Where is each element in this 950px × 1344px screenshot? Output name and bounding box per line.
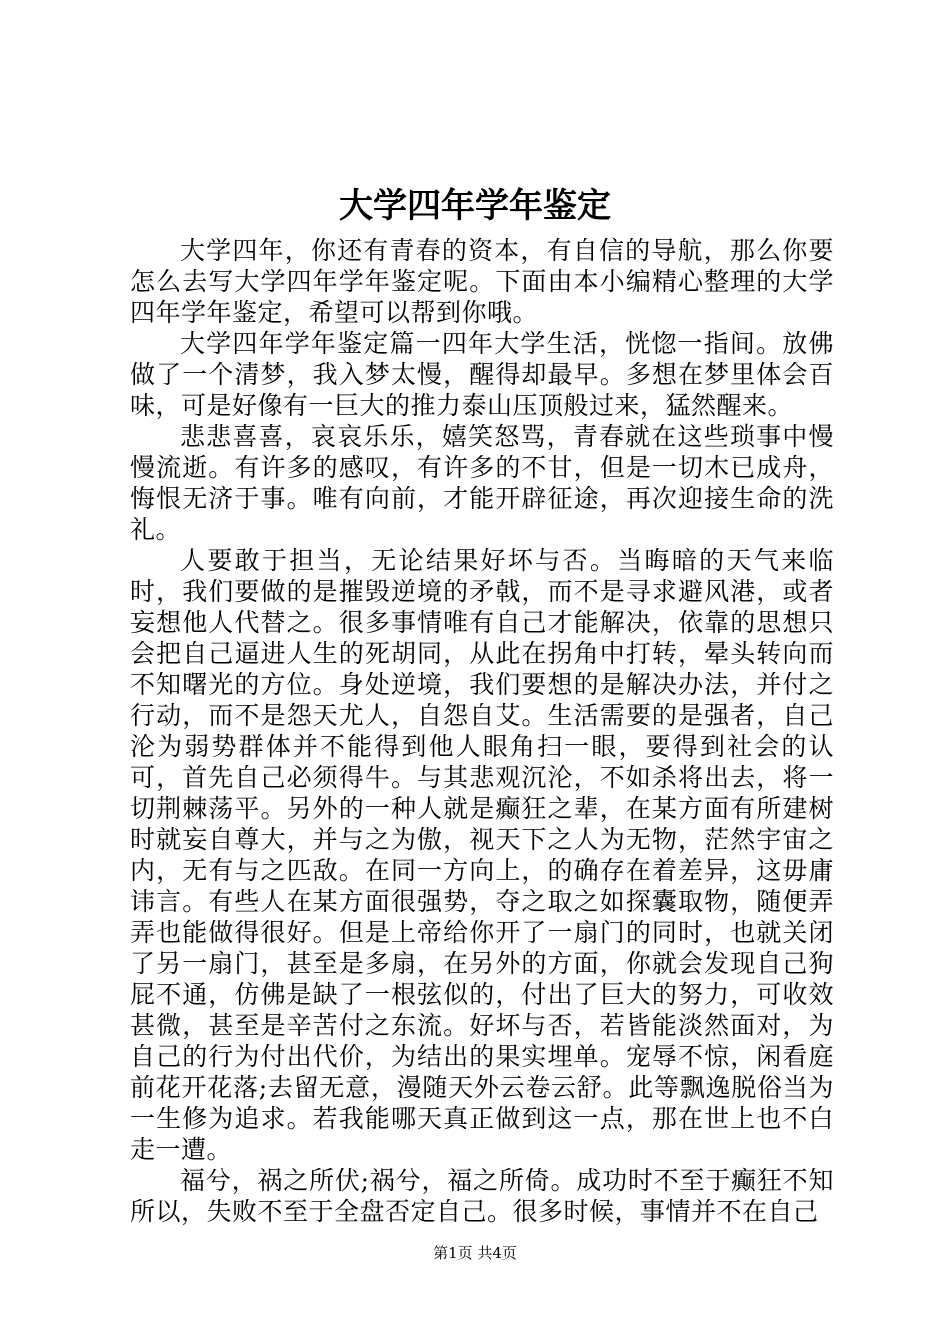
page-number-footer: 第1页 共4页 [433,1244,517,1262]
document-body [130,235,834,1227]
paragraph-4: 人要敢于担当，无论结果好坏与否。当晦暗的天气来临时，我们要做的是摧毁逆境的矛戟，而不是寻求避风港，或者妄想他人代替之。很多事情唯有自己才能解决，依靠的思想只会把自己逼进人生的死胡同，从此在拐角中打转，晕头转向而不知曙光的方位。身处逆境，我们要想的是解决办法，并付之行动，而不是怨天尤人，自怨自艾。生活需要的是强者，自己沦为弱势群体并不能得到他人眼角扫一眼，要得到社会的认可，首先自己必须得牛。与其悲观沉沦，不如杀将出去，将一切荆棘荡平。另外的一种人就是癫狂之辈，在某方面有所建树时就妄自尊大，并与之为傲，视天下之人为无物，茫然宇宙之内，无有与之匹敌。在同一方向上，的确存在着差异，这毋庸讳言。有些人在某方面很强势，夺之取之如探囊取物，随便弄弄也能做得很好。但是上帝给你开了一扇门的同时，也就关闭了另一扇门，甚至是多扇，在另外的方面，你就会发现自己狗屁不通，仿佛是缺了一根弦似的，付出了巨大的努力，可收效甚微，甚至是辛苦付之东流。好坏与否，若皆能淡然面对，为自己的行为付出代价，为结出的果实埋单。宠辱不惊，闲看庭前花开花落;去留无意，漫随天外云卷云舒。此等飘逸脱俗当为一生修为追求。若我能哪天真正做到这一点，那在世上也不白走一遭。 [130,546,834,1164]
paragraph-5: 福兮，祸之所伏;祸兮，福之所倚。成功时不至于癫狂不知所以，失败不至于全盘否定自己。很多时候，事情并不在自己 [130,1166,834,1226]
paragraph-1: 大学四年，你还有青春的资本，有自信的导航，那么你要怎么去写大学四年学年鉴定呢。下面由本小编精心整理的大学四年学年鉴定，希望可以帮到你哦。 [130,236,834,327]
paragraph-3: 悲悲喜喜，哀哀乐乐，嬉笑怒骂，青春就在这些琐事中慢慢流逝。有许多的感叹，有许多的不甘，但是一切木已成舟，悔恨无济于事。唯有向前，才能开辟征途，再次迎接生命的洗礼。 [130,422,834,544]
document-title: 大学四年学年鉴定 [339,186,611,226]
paragraph-2: 大学四年学年鉴定篇一四年大学生活，恍惚一指间。放佛做了一个清梦，我入梦太慢，醒得却最早。多想在梦里体会百味，可是好像有一巨大的推力泰山压顶般过来，猛然醒来。 [130,329,834,420]
